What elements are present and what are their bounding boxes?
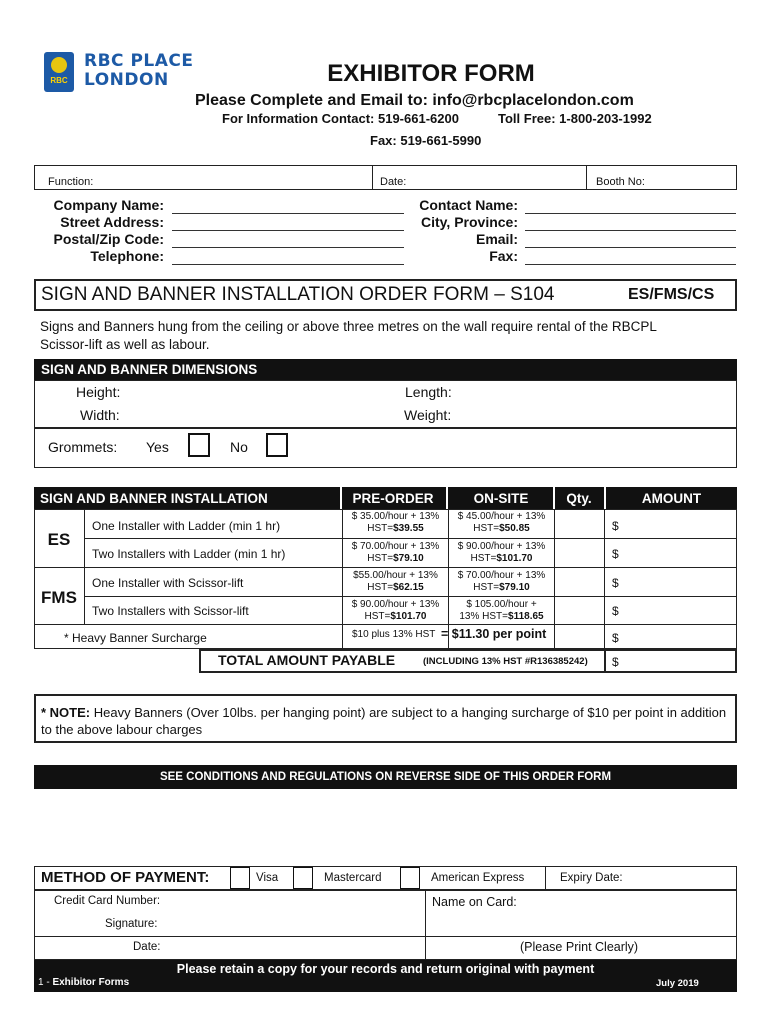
function-input[interactable] [40,171,370,189]
conditions-bar: SEE CONDITIONS AND REGULATIONS ON REVERSE SIDE OF THIS ORDER FORM [34,765,737,789]
total-label: TOTAL AMOUNT PAYABLE [218,652,396,668]
email-label: Email: [475,231,518,247]
name-on-card-label: Name on Card: [432,895,517,909]
street-address-field[interactable] [172,230,404,231]
divider [84,567,737,568]
signature-label: Signature: [105,918,158,930]
row-on-site [449,599,554,623]
qty-input[interactable] [556,598,602,624]
grommets-yes-checkbox[interactable] [188,433,210,457]
col-pre-order: PRE-ORDER [352,491,434,506]
qty-input[interactable] [556,626,602,648]
divider [84,596,737,597]
print-clearly-note: (Please Print Clearly) [520,940,639,954]
booth-label: Booth No: [596,176,645,188]
grommets-box [34,428,737,468]
row-desc: Two Installers with Scissor-lift [92,604,249,618]
amount-cell: $ [612,547,619,561]
height-label: Height: [76,384,121,400]
mastercard-label: Mastercard [324,872,382,884]
width-label: Width: [80,407,120,423]
company-name-label: Company Name: [53,197,164,213]
date-label: Date: [380,176,407,188]
grommets-no-checkbox[interactable] [266,433,288,457]
qty-input[interactable] [556,540,602,566]
pre-order-total: HST=$62.15 [367,582,424,593]
date-input[interactable] [375,171,583,189]
divider [604,649,606,673]
page-title: EXHIBITOR FORM [327,60,535,87]
row-desc: One Installer with Scissor-lift [92,576,244,590]
info-contact: For Information Contact: 519-661-6200 [222,111,459,126]
mastercard-checkbox[interactable] [293,867,313,889]
telephone-field[interactable] [172,264,404,265]
on-site-total: HST=$79.10 [473,582,530,593]
contact-name-label: Contact Name: [419,197,518,213]
divider [372,165,373,190]
on-site-rate: $ 70.00/hour + 13% [457,570,546,581]
pre-order-total: HST=$79.10 [367,553,424,564]
width-input[interactable] [140,407,390,425]
col-on-site: ON-SITE [473,491,529,506]
divider [446,487,448,509]
divider [84,538,737,539]
row-on-site [449,511,554,535]
pre-order-rate: $ 70.00/hour + 13% [351,541,440,552]
group-fms: FMS [41,588,77,607]
grommets-no-label: No [230,439,248,455]
pre-order-total: HST=$39.55 [367,523,424,534]
row-on-site [449,570,554,594]
footer-version: July 2019 [656,978,699,989]
header-fax: Fax: 519-661-5990 [370,133,482,148]
visa-label: Visa [256,872,279,884]
group-es: ES [47,530,71,549]
length-label: Length: [405,384,452,400]
on-site-total: HST=$101.70 [470,553,533,564]
amex-checkbox[interactable] [400,867,420,889]
row-desc: Two Installers with Ladder (min 1 hr) [92,547,286,561]
city-province-label: City, Province: [421,214,518,230]
amount-cell: $ [612,631,619,645]
row-pre-order [343,511,448,535]
weight-label: Weight: [404,407,452,423]
card-number-label: Credit Card Number: [54,895,161,907]
surcharge-small: $10 plus 13% HST [352,629,436,640]
payment-date-input[interactable] [165,938,423,958]
order-form-intro: Signs and Banners hung from the ceiling or above three metres on the wall require rental of the RBCPL Scissor-lift as well as labour. [40,319,657,352]
pre-order-rate: $ 90.00/hour + 13% [351,599,440,610]
amount-cell: $ [612,576,619,590]
on-site-total: 13% HST=$118.65 [459,611,544,622]
retain-copy-text: Please retain a copy for your records and return original with payment [176,962,595,976]
on-site-rate: $ 90.00/hour + 13% [457,541,546,552]
logo-line2: LONDON [84,70,169,90]
col-amount: AMOUNT [641,491,702,506]
pre-order-rate: $ 35.00/hour + 13% [351,511,440,522]
toll-free: Toll Free: 1-800-203-1992 [498,111,652,126]
divider [604,487,606,509]
length-input[interactable] [460,384,730,402]
amount-cell: $ [612,519,619,533]
footer-page: 1 - Exhibitor Forms [38,977,130,988]
amex-label: American Express [431,872,525,884]
surcharge-label: * Heavy Banner Surcharge [64,631,207,645]
postal-code-field[interactable] [172,247,404,248]
divider [553,487,555,509]
pre-order-total: HST=$101.70 [364,611,427,622]
dimensions-header: SIGN AND BANNER DIMENSIONS [34,359,737,380]
total-amount: $ [612,655,619,669]
contact-name-field[interactable] [525,213,736,214]
pre-order-rate: $55.00/hour + 13% [353,570,438,581]
payment-title: METHOD OF PAYMENT: [41,869,210,886]
divider [545,866,546,890]
booth-input[interactable] [590,171,735,189]
city-province-field[interactable] [525,230,736,231]
expiry-input[interactable] [626,869,734,887]
surcharge-big: = $11.30 per point [441,627,547,641]
email-line: Please Complete and Email to: info@rbcplacelondon.com [195,92,634,109]
divider [34,567,84,568]
on-site-rate: $ 105.00/hour + [466,599,537,610]
row-desc: One Installer with Ladder (min 1 hr) [92,519,281,533]
divider [586,165,587,190]
height-input[interactable] [140,384,390,402]
name-on-card-input[interactable] [520,893,734,933]
col-installation: SIGN AND BANNER INSTALLATION [40,491,268,506]
row-pre-order [343,541,448,565]
visa-checkbox[interactable] [230,867,250,889]
function-label: Function: [48,176,94,188]
grommets-yes-label: Yes [146,439,169,455]
qty-input[interactable] [556,511,602,537]
email-field[interactable] [525,247,736,248]
row-on-site [449,541,554,565]
street-address-label: Street Address: [60,214,164,230]
order-form-title: SIGN AND BANNER INSTALLATION ORDER FORM – S104 [41,284,555,305]
card-number-input[interactable] [172,893,422,911]
row-pre-order [343,570,448,594]
fax-label: Fax: [489,248,518,264]
logo-mark-text: RBC [50,76,68,85]
qty-input[interactable] [556,569,602,595]
weight-input[interactable] [460,407,730,425]
grommets-label: Grommets: [48,439,118,455]
amount-cell: $ [612,604,619,618]
postal-code-label: Postal/Zip Code: [53,231,164,247]
row-pre-order [343,599,448,623]
fax-field[interactable] [525,264,736,265]
total-note: (INCLUDING 13% HST #R136385242) [423,656,588,667]
on-site-rate: $ 45.00/hour + 13% [457,511,546,522]
divider [340,487,342,509]
note-text: * NOTE: Heavy Banners (Over 10lbs. per hanging point) are subject to a hanging surcharge of $10 per point in addition to the above labour charges [41,705,727,737]
order-form-code: ES/FMS/CS [628,286,715,303]
divider [425,890,426,960]
logo-line1: RBC PLACE [84,51,194,71]
signature-input[interactable] [165,914,423,934]
telephone-label: Telephone: [90,248,164,264]
company-name-field[interactable] [172,213,404,214]
on-site-total: HST=$50.85 [473,523,530,534]
payment-date-label: Date: [133,941,161,953]
divider [34,936,737,937]
expiry-label: Expiry Date: [560,872,623,884]
col-qty: Qty. [566,491,592,506]
